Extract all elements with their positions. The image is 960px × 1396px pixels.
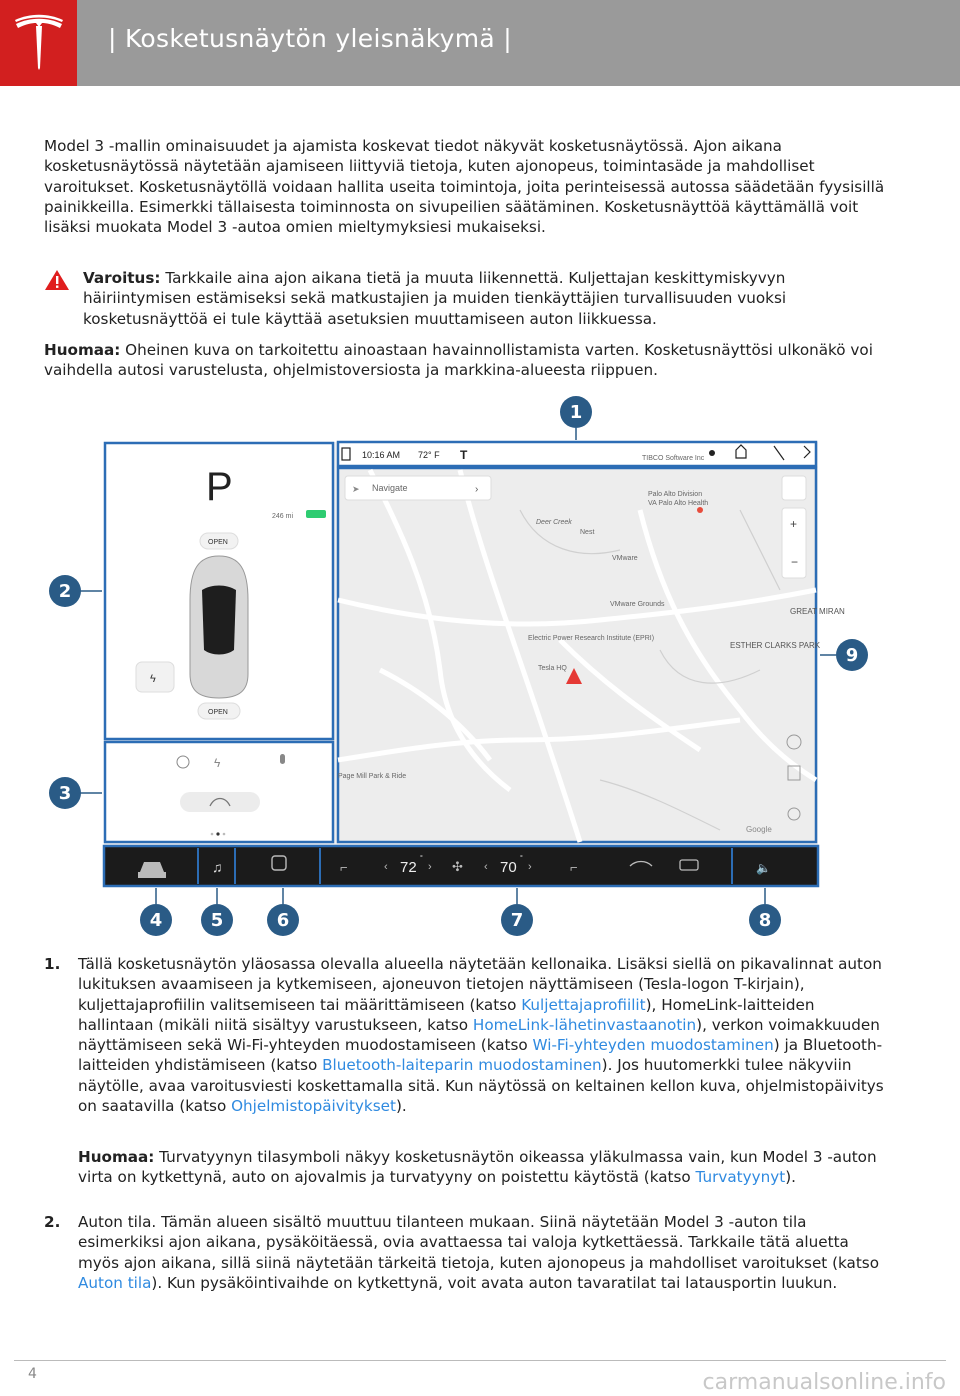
map-label-google: Google bbox=[746, 825, 772, 834]
map-label-vmware: VMware bbox=[612, 555, 638, 562]
touchscreen-illustration bbox=[40, 390, 920, 940]
item-text-segment: Turvatyynyn tilasymboli näkyy kosketusnäytön oikeassa yläkulmassa vain, kun Model 3 -auton virta on kytkettynä, auto on ajovalmis ja turvatyyny on poistettu käytöstä (katso bbox=[78, 1148, 877, 1187]
warning-label: Varoitus: bbox=[83, 269, 161, 287]
footer-divider bbox=[14, 1360, 946, 1361]
warning-body: Tarkkaile aina ajon aikana tietä ja muuta liikennettä. Kuljettajan keskittymiskyvyn häiriintymisen estämiseksi sekä matkustajien ja muiden tienkäyttäjien turvallisuuden vuoksi kosketusnäyttöä ei tule käyttää asetuksien muuttamiseen auton liikkuessa. bbox=[83, 269, 787, 328]
callout-4: 4 bbox=[140, 904, 172, 936]
item-text bbox=[78, 1212, 888, 1293]
driver-profile-icon bbox=[709, 450, 715, 456]
temp-right-down-icon: ‹ bbox=[484, 861, 488, 873]
trunk-open: OPEN bbox=[208, 709, 228, 716]
cross-reference-link[interactable]: Auton tila bbox=[78, 1273, 152, 1292]
item-text bbox=[78, 954, 888, 1116]
map-label-va: VA Palo Alto Health bbox=[648, 500, 709, 507]
touchscreen-figure bbox=[40, 390, 920, 940]
watermark: carmanualsonline.info bbox=[702, 1370, 946, 1395]
cross-reference-link[interactable]: Turvatyynyt bbox=[695, 1168, 786, 1187]
item-text-segment: ), verkon voimakkuuden näyttämiseen sekä Wi-Fi-yhteyden muodostamiseen (katso bbox=[78, 1015, 880, 1055]
note-body: Oheinen kuva on tarkoitettu ainoastaan havainnollistamista varten. Kosketusnäyttösi ulkonäkö voi vaihdella autosi varustelusta, ohjelmistoversiosta ja markkina-alueesta riippuen. bbox=[44, 341, 873, 380]
battery-icon bbox=[306, 510, 326, 518]
screen-time: 10:16 AM bbox=[362, 450, 401, 460]
note-label: Huomaa: bbox=[78, 1148, 155, 1166]
callout-3: 3 bbox=[49, 777, 81, 809]
lightning-icon: ϟ bbox=[214, 756, 221, 770]
navigate-box bbox=[345, 476, 491, 500]
map-label-nest: Nest bbox=[580, 529, 595, 536]
intro-paragraph: Model 3 -mallin ominaisuudet ja ajamista koskevat tiedot näkyvät kosketusnäytössä. Ajon aikana kosketusnäytössä näytetään ajamiseen liittyviä tietoja, kuten ajonopeus, toimintasäde ja mahdolliset varoitukset. Kosketusnäytöllä voidaan hallita useita toimintoja, joita perinteisessä autossa säädetään fyysisillä painikkeilla. Esimerkki tällaisesta toiminnosta on sivupeilien säätäminen. Kosketusnäyttöä käyttämällä voit lisäksi muokata Model 3 -autoa omien mieltymyksiesi mukaiseksi. bbox=[44, 137, 885, 237]
item-text-segment: ). bbox=[395, 1097, 407, 1116]
temp-left-up-icon: › bbox=[428, 861, 432, 873]
warning-icon bbox=[44, 269, 70, 291]
tesla-logo bbox=[0, 0, 77, 86]
item-text-segment: ) ja Bluetooth-laitteiden yhdistämiseen (katso bbox=[78, 1036, 883, 1075]
cross-reference-link[interactable]: Ohjelmistopäivitykset bbox=[231, 1097, 396, 1116]
mic-icon bbox=[280, 754, 285, 764]
note-paragraph bbox=[44, 340, 894, 381]
item-text-segment: ). Jos huutomerkki tulee näkyviin näytölle, avaa varoitusviesti koskettamalla sitä. Kun näytössä on keltainen kellon kuva, ohjelmistopäivitys on saatavilla (katso bbox=[78, 1056, 884, 1116]
temp-right-up-icon: › bbox=[528, 861, 532, 873]
item-text-segment: Tällä kosketusnäytön yläosassa olevalla alueella näytetään kellonaika. Lisäksi siellä on pikavalinnat auton lukituksen avaamiseen ja kytkemiseen, ajoneuvon tietojen näyttämiseen (Tesla-logon T-kirjain), kuljettajaprofiilin valitsemiseen tai määrittämiseen (katso bbox=[78, 955, 882, 1014]
map-label-great: GREAT MIRAN bbox=[790, 607, 845, 616]
gear-indicator: P bbox=[206, 465, 233, 509]
status-tesla-icon: T bbox=[460, 448, 468, 462]
item-text-segment: Auton tila. Tämän alueen sisältö muuttuu tilanteen mukaan. Siinä näytetään Model 3 -auton tila esimerkiksi ajon aikana, pysäköitäessä, ovia avattaessa tai valoja kytkettäessä. Tarkkaile tätä aluetta myös ajon aikana, sillä siinä näytetään tärkeitä tietoja, kuten ajonopeus ja mahdolliset varoitukset (katso bbox=[78, 1213, 880, 1272]
item-number: 2. bbox=[44, 1213, 61, 1231]
page-number: 4 bbox=[28, 1366, 37, 1382]
cross-reference-link[interactable]: HomeLink-lähetinvastaanotin bbox=[472, 1015, 697, 1034]
fan-icon: ✣ bbox=[452, 859, 463, 874]
callout-8: 8 bbox=[749, 904, 781, 936]
item-text-segment: ). Kun pysäköintivaihde on kytkettynä, voit avata auton tavaratilat tai latausportin luukun. bbox=[151, 1273, 838, 1292]
music-icon: ♫ bbox=[212, 859, 223, 875]
warning-text bbox=[83, 268, 883, 329]
page-title: | Kosketusnäytön yleisnäkymä | bbox=[108, 24, 513, 53]
zoom-in-icon: + bbox=[790, 517, 798, 531]
callout-5: 5 bbox=[201, 904, 233, 936]
navigate-label: Navigate bbox=[372, 483, 408, 493]
callout-6: 6 bbox=[267, 904, 299, 936]
seat-left-icon: ⌐ bbox=[340, 860, 348, 875]
map-label-esther: ESTHER CLARKS PARK bbox=[730, 641, 821, 650]
callout-1: 1 bbox=[560, 396, 592, 428]
map-label-tibco: TIBCO Software Inc bbox=[642, 455, 705, 462]
map-label-vmware-grounds: VMware Grounds bbox=[610, 601, 665, 608]
range-text: 246 mi bbox=[272, 513, 294, 520]
temp-left-value: 72 bbox=[400, 859, 417, 876]
tesla-t-icon bbox=[12, 14, 66, 72]
item-note-text bbox=[78, 1147, 888, 1188]
volume-icon: 🔈 bbox=[756, 861, 771, 875]
svg-text:°: ° bbox=[420, 855, 423, 862]
cross-reference-link[interactable]: Wi-Fi-yhteyden muodostaminen bbox=[532, 1036, 774, 1055]
item-text-segment: ). bbox=[785, 1168, 796, 1187]
note-label: Huomaa: bbox=[44, 341, 121, 359]
callout-2: 2 bbox=[49, 575, 81, 607]
seat-right-icon: ⌐ bbox=[570, 860, 578, 875]
navigate-chevron-icon: › bbox=[475, 484, 479, 495]
cross-reference-link[interactable]: Kuljettajaprofiilit bbox=[521, 995, 646, 1014]
compass-button bbox=[782, 476, 806, 500]
status-bar bbox=[338, 442, 816, 466]
charge-port-icon: ϟ bbox=[150, 673, 156, 685]
zoom-out-icon: − bbox=[791, 555, 799, 569]
wiper-button bbox=[180, 792, 260, 812]
temp-left-down-icon: ‹ bbox=[384, 861, 388, 873]
map-label-epri: Electric Power Research Institute (EPRI) bbox=[528, 635, 655, 642]
item-text-segment: ), HomeLink-laitteiden hallintaan (mikäli niitä sisältyy varustukseen, katso bbox=[78, 995, 815, 1034]
screen-temp: 72° F bbox=[418, 450, 440, 460]
map-label-tesla-hq: Tesla HQ bbox=[538, 665, 567, 672]
frunk-open: OPEN bbox=[208, 539, 228, 546]
cross-reference-link[interactable]: Bluetooth-laiteparin muodostaminen bbox=[322, 1056, 602, 1075]
page-header bbox=[0, 0, 960, 86]
callout-7: 7 bbox=[501, 904, 533, 936]
map-label-palo-alto: Palo Alto Division bbox=[648, 491, 703, 498]
navigate-arrow-icon: ➤ bbox=[352, 484, 360, 494]
svg-text:°: ° bbox=[520, 855, 523, 862]
callout-9: 9 bbox=[836, 639, 868, 671]
temp-right-value: 70 bbox=[500, 859, 517, 876]
item-number: 1. bbox=[44, 955, 61, 973]
map-label-deer-creek: Deer Creek bbox=[536, 519, 572, 526]
map-label-park-ride: Page Mill Park & Ride bbox=[338, 773, 407, 780]
